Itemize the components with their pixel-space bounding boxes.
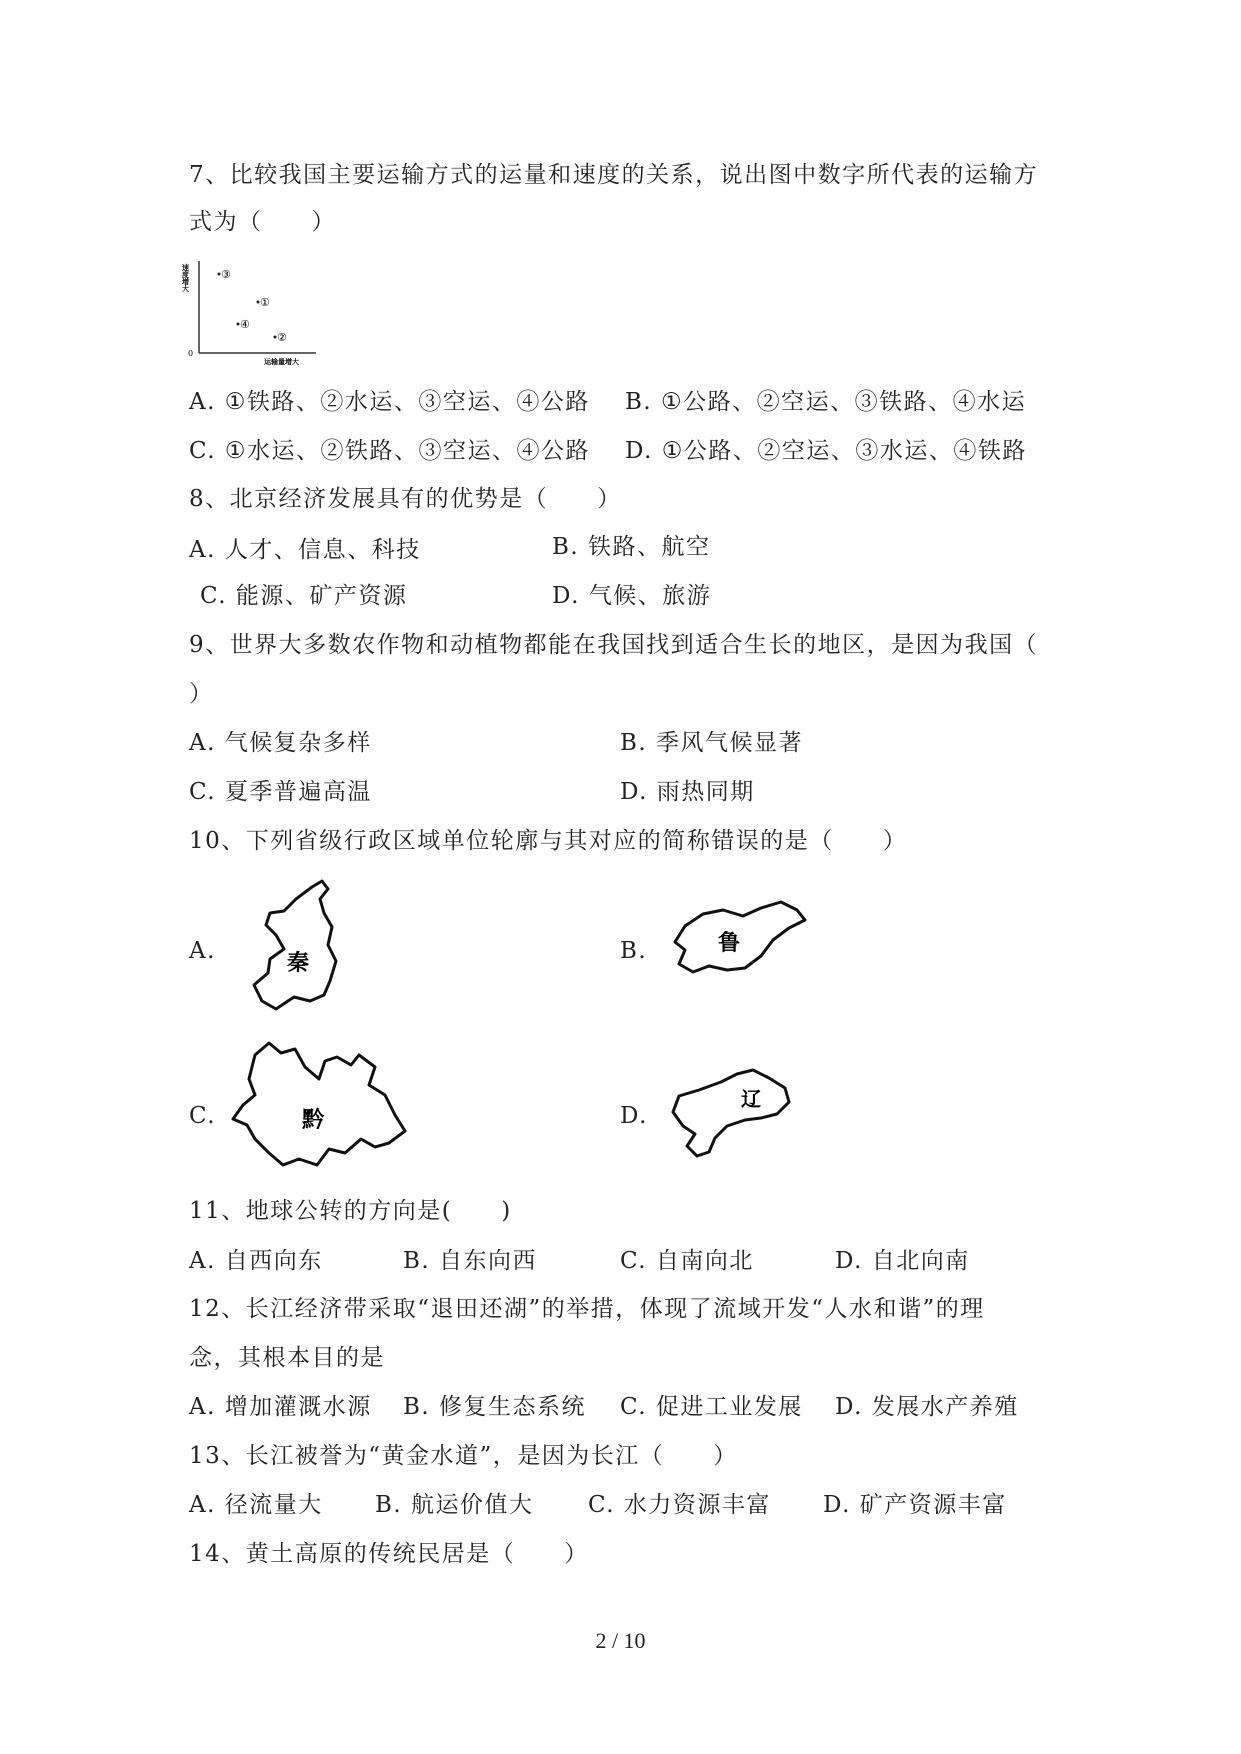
map-label-qin: 秦 [286,950,310,976]
q8-option-c: C. 能源、矿产资源 [200,583,408,609]
q10-option-b-letter: B. [620,938,648,964]
q12-option-c: C. 促进工业发展 [620,1394,803,1420]
q7-stem-line2: 式为（ ） [189,209,336,235]
q12-option-b: B. 修复生态系统 [403,1394,587,1420]
q12-stem-line1: 12、长江经济带采取“退田还湖”的举措，体现了流域开发“人水和谐”的理 [189,1296,985,1322]
q9-option-a: A. 气候复杂多样 [189,730,372,756]
q8-option-a: A. 人才、信息、科技 [189,537,421,563]
q11-option-d: D. 自北向南 [835,1248,970,1274]
q10-option-d-letter: D. [620,1103,648,1129]
q7-option-b: B. ①公路、②空运、③铁路、④水运 [625,389,1027,415]
q8-option-d: D. 气候、旅游 [552,583,712,609]
q12-option-a: A. 增加灌溉水源 [189,1394,372,1420]
chart-y-label: 速度增大 [181,264,191,292]
q13-option-b: B. 航运价值大 [375,1492,534,1518]
map-label-lu: 鲁 [717,930,741,956]
q9-stem-line1: 9、世界大多数农作物和动植物都能在我国找到适合生长的地区，是因为我国（ [189,632,1039,658]
q7-option-a: A. ①铁路、②水运、③空运、④公路 [189,389,590,415]
q13-option-d: D. 矿产资源丰富 [823,1492,1007,1518]
q8-stem: 8、北京经济发展具有的优势是（ ） [189,486,622,512]
q10-stem: 10、下列省级行政区域单位轮廓与其对应的简称错误的是（ ） [189,828,908,854]
map-label-qian: 黔 [301,1107,325,1133]
guizhou-map [225,1035,415,1180]
q9-option-d: D. 雨热同期 [620,779,755,805]
chart-point-3: ③ [221,268,231,281]
q13-option-c: C. 水力资源丰富 [588,1492,771,1518]
q11-option-b: B. 自东向西 [403,1248,538,1274]
q7-stem-line1: 7、比较我国主要运输方式的运量和速度的关系，说出图中数字所代表的运输方 [189,162,1039,188]
q14-stem: 14、黄土高原的传统民居是（ ） [189,1541,589,1567]
page-number: 2 / 10 [595,1628,646,1653]
chart-origin: 0 [188,349,194,358]
q11-option-a: A. 自西向东 [189,1248,323,1274]
q7-option-c: C. ①水运、②铁路、③空运、④公路 [189,438,591,464]
q12-stem-line2: 念，其根本目的是 [189,1345,385,1371]
q10-option-a-letter: A. [189,938,216,964]
q12-option-d: D. 发展水产养殖 [835,1394,1019,1420]
q9-option-c: C. 夏季普遍高温 [189,779,372,805]
q7-option-d: D. ①公路、②空运、③水运、④铁路 [625,438,1027,464]
q9-stem-line2: ） [189,681,214,707]
q7-transport-chart [181,258,318,368]
liaoning-map [665,1060,805,1170]
chart-point-2: ② [277,331,287,344]
q11-option-c: C. 自南向北 [620,1248,754,1274]
q8-option-b: B. 铁路、航空 [552,534,711,560]
q10-option-c-letter: C. [189,1103,217,1129]
chart-point-1: ① [260,296,270,309]
q11-stem: 11、地球公转的方向是( ) [189,1198,512,1224]
q13-option-a: A. 径流量大 [189,1492,323,1518]
q9-option-b: B. 季风气候显著 [620,730,804,756]
map-label-liao: 辽 [741,1087,761,1111]
q13-stem: 13、长江被誉为“黄金水道”，是因为长江（ ） [189,1443,738,1469]
shandong-map [665,896,815,996]
chart-point-4: ④ [240,318,250,331]
shaanxi-map [240,877,370,1017]
chart-x-label: 运输量增大 [264,357,299,366]
